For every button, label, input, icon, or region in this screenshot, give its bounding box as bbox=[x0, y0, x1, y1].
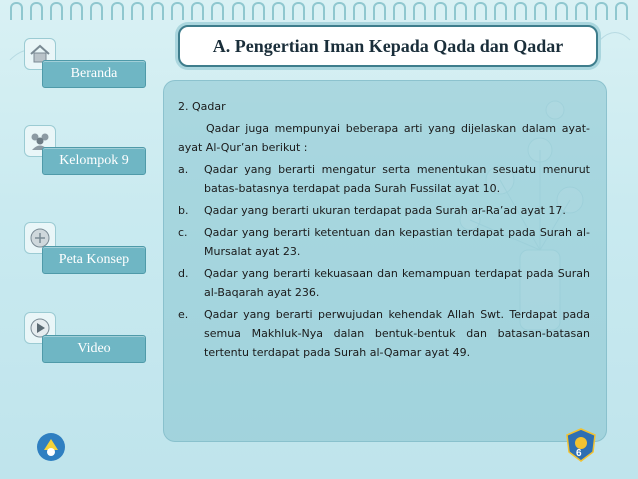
list-item bbox=[178, 223, 590, 261]
sidebar-item-label: Peta Konsep bbox=[58, 252, 130, 267]
list-marker: c. bbox=[178, 226, 188, 239]
list-text: Qadar yang berarti mengatur serta menentukan sesuatu menurut batas-batasnya terdapat pada Surah Fussilat ayat 10. bbox=[204, 163, 590, 195]
sidebar-item-beranda[interactable] bbox=[42, 60, 146, 88]
list-text: Qadar yang berarti kekuasaan dan kemampuan terdapat pada Surah al-Baqarah ayat 236. bbox=[204, 267, 590, 299]
sidebar-item-video[interactable] bbox=[42, 335, 146, 363]
spiral-binding bbox=[0, 0, 638, 28]
content-body bbox=[178, 97, 590, 362]
list-marker: e. bbox=[178, 308, 189, 321]
tut-wuri-logo-icon bbox=[36, 432, 66, 462]
list-item bbox=[178, 264, 590, 302]
list-marker: b. bbox=[178, 204, 189, 217]
sidebar-item-kelompok[interactable] bbox=[42, 147, 146, 175]
list-item bbox=[178, 160, 590, 198]
page-title-text: A. Pengertian Iman Kepada Qada dan Qadar bbox=[212, 35, 564, 56]
list-text: Qadar yang berarti perwujudan kehendak Allah Swt. Terdapat pada semua Makhluk-Nya dalan bentuk-bentuk dan batasan-batasan tertentu terdapat pada Surah al-Qamar ayat 49. bbox=[204, 308, 590, 359]
intro-paragraph: Qadar juga mempunyai beberapa arti yang dijelaskan dalam ayat-ayat Al-Qur’an berikut : bbox=[178, 122, 590, 154]
page-number: 6 bbox=[576, 448, 582, 459]
list-text: Qadar yang berarti ketentuan dan kepastian terdapat pada Surah al-Mursalat ayat 23. bbox=[204, 226, 590, 258]
list-item bbox=[178, 201, 590, 220]
sidebar-item-label: Beranda bbox=[70, 66, 118, 81]
sidebar-item-peta-konsep[interactable] bbox=[42, 246, 146, 274]
page-title bbox=[178, 25, 598, 67]
section-heading: 2. Qadar bbox=[178, 100, 226, 113]
school-emblem-icon bbox=[566, 428, 596, 462]
list-marker: a. bbox=[178, 163, 189, 176]
sidebar-item-label: Kelompok 9 bbox=[59, 153, 129, 168]
sidebar-item-label: Video bbox=[77, 341, 111, 356]
list-item bbox=[178, 305, 590, 362]
list-text: Qadar yang berarti ukuran terdapat pada Surah ar-Ra’ad ayat 17. bbox=[204, 204, 566, 217]
list-marker: d. bbox=[178, 267, 189, 280]
